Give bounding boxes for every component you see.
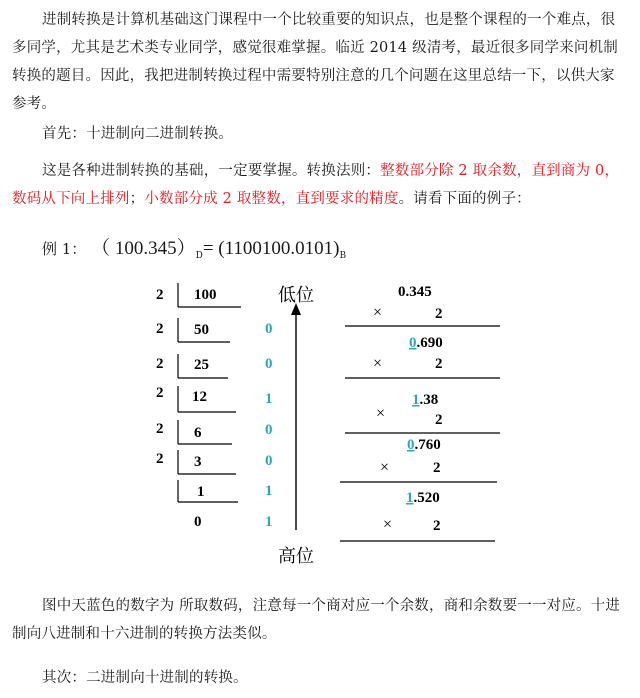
example-lhs-base: D — [195, 251, 203, 261]
divisor: 2 — [156, 421, 164, 437]
rule-prefix: 这是各种进制转换的基础，一定要掌握。转换法则： — [42, 163, 381, 179]
rule-suffix: 。请看下面的例子： — [398, 191, 531, 207]
rule-integer-part: 整数部分除 2 取余数，直到商为 0，数码从下向上排列 — [12, 163, 620, 207]
quotient: 25 — [194, 357, 209, 373]
product-frac: .690 — [416, 335, 443, 351]
remainder: 1 — [265, 391, 273, 407]
remainder: 0 — [265, 453, 273, 469]
product-int: 0 — [407, 437, 415, 453]
multiplier: 2 — [435, 306, 443, 322]
first-heading: 首先：十进制向二进制转换。 — [42, 126, 234, 142]
rule-fraction-part: 小数部分成 2 取整数，直到要求的精度 — [144, 191, 399, 207]
product-frac: .520 — [413, 490, 440, 506]
remainder: 0 — [265, 321, 273, 337]
quotient: 6 — [194, 425, 202, 441]
example-rhs-base: B — [339, 251, 347, 261]
low-bit-label: 低位 — [278, 285, 314, 306]
high-bit-label: 高位 — [278, 546, 314, 567]
product-int: 1 — [406, 490, 414, 506]
product-row — [412, 392, 438, 408]
quotient: 0 — [194, 514, 202, 530]
quotient: 50 — [194, 322, 209, 338]
divisor: 2 — [156, 451, 164, 467]
division-brackets — [178, 283, 241, 502]
multiply-sign: × — [383, 516, 393, 533]
rule-separator: ； — [129, 191, 145, 207]
fraction-start: 0.345 — [398, 284, 432, 300]
multiply-sign: × — [373, 304, 383, 321]
divisor: 2 — [156, 356, 164, 372]
caption-paragraph: 图中天蓝色的数字为 所取数码，注意每一个商对应一个余数，商和余数要一一对应。十进制向八进制和十六进制的转换方法类似。 — [12, 598, 621, 642]
product-row — [409, 335, 443, 351]
example-label: 例 1： — [42, 240, 87, 258]
remainder: 1 — [265, 483, 273, 499]
multiply-sign: × — [373, 355, 383, 372]
multiplier: 2 — [433, 460, 441, 476]
product-frac: .760 — [414, 437, 441, 453]
product-int: 1 — [412, 392, 420, 408]
intro-paragraph: 进制转换是计算机基础这门课程中一个比较重要的知识点，也是整个课程的一个难点，很多同学，尤其是艺术类专业同学，感觉很难掌握。临近 2014 级清考，最近很多同学来问机制转换的题目。因此，我把进制转换过程中需要特别注意的几个问题在这里总结一下，以供大家参考。 — [12, 12, 618, 112]
remainder: 0 — [265, 356, 273, 372]
example-lhs: （ 100.345） — [91, 238, 196, 259]
second-heading: 其次：二进制向十进制的转换。 — [42, 670, 248, 686]
multiplier: 2 — [435, 356, 443, 372]
quotient: 3 — [194, 454, 202, 470]
multiply-sign: × — [376, 405, 386, 422]
example-equals: = — [202, 238, 219, 259]
example-rhs: (1100100.0101) — [218, 238, 340, 259]
multiply-sign: × — [380, 459, 390, 476]
quotient: 1 — [197, 484, 205, 500]
product-row — [406, 490, 440, 506]
divisor: 2 — [156, 321, 164, 337]
quotient: 100 — [194, 287, 217, 303]
divisor: 2 — [156, 385, 164, 401]
quotient: 12 — [192, 389, 207, 405]
divisor: 2 — [156, 287, 164, 303]
product-frac: .38 — [419, 392, 439, 408]
product-row — [407, 437, 441, 453]
remainder: 0 — [265, 422, 273, 438]
multiplier: 2 — [435, 412, 443, 428]
product-int: 0 — [409, 335, 417, 351]
remainder: 1 — [265, 514, 273, 530]
multiplier: 2 — [433, 518, 441, 534]
